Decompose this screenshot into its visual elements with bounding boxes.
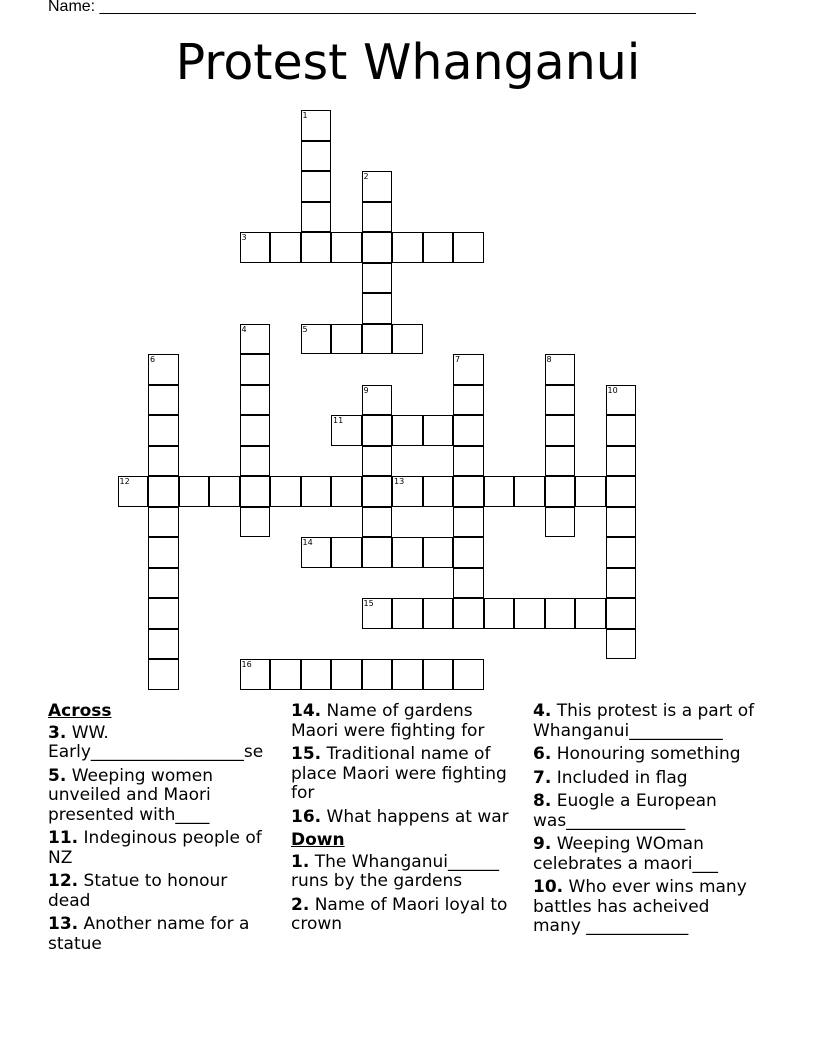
grid-cell[interactable]	[545, 446, 576, 477]
clue-number: 2.	[291, 894, 310, 915]
grid-cell[interactable]	[453, 385, 484, 416]
grid-cell[interactable]	[423, 415, 454, 446]
grid-cell[interactable]	[240, 446, 271, 477]
clue-text: This protest is a part of Whanganui___________	[533, 701, 755, 741]
clue-number: 9.	[533, 834, 552, 854]
clue-number: 15.	[291, 744, 322, 764]
clue-number: 16.	[291, 806, 322, 827]
grid-cell[interactable]	[453, 354, 484, 385]
grid-cell[interactable]	[423, 232, 454, 263]
grid-cell[interactable]	[331, 537, 362, 568]
clue-number: 10.	[533, 877, 564, 897]
grid-cell[interactable]	[301, 232, 332, 263]
grid-cell[interactable]	[331, 659, 362, 690]
grid-cell[interactable]	[545, 598, 576, 629]
clue-text: The Whanganui______ runs by the gardens	[291, 851, 499, 891]
grid-cell[interactable]	[575, 598, 606, 629]
clue-text: Traditional name of place Maori were fighting for	[291, 744, 507, 803]
clue-number: 7.	[533, 767, 552, 788]
clue-text: Another name for a statue	[48, 914, 250, 954]
clue-text: WW. Early__________________se	[48, 722, 264, 762]
grid-cell-number: 7	[455, 355, 461, 364]
grid-cell[interactable]	[545, 354, 576, 385]
grid-cell[interactable]	[270, 659, 301, 690]
grid-cell[interactable]	[392, 415, 423, 446]
grid-cell[interactable]	[362, 507, 393, 538]
down-clue	[533, 745, 761, 765]
grid-cell-number: 11	[333, 416, 344, 425]
grid-cell[interactable]	[240, 232, 271, 263]
clue-number: 8.	[533, 791, 552, 811]
grid-cell[interactable]	[240, 659, 271, 690]
grid-cell[interactable]	[453, 415, 484, 446]
grid-cell[interactable]	[514, 476, 545, 507]
grid-cell[interactable]	[484, 476, 515, 507]
grid-cell[interactable]	[362, 598, 393, 629]
grid-cell[interactable]	[240, 507, 271, 538]
grid-cell[interactable]	[362, 476, 393, 507]
across-clue	[48, 767, 270, 826]
grid-cell[interactable]	[301, 110, 332, 141]
grid-cell[interactable]	[270, 232, 301, 263]
grid-cell[interactable]	[453, 476, 484, 507]
clue-number: 4.	[533, 701, 552, 721]
grid-cell[interactable]	[362, 202, 393, 233]
grid-cell-number: 9	[363, 385, 369, 395]
down-heading: Down	[291, 830, 345, 850]
grid-cell[interactable]	[270, 476, 301, 507]
grid-cell-number: 15	[363, 599, 374, 608]
across-clue	[48, 724, 270, 763]
grid-cell[interactable]	[362, 324, 393, 355]
grid-cell-number: 16	[241, 660, 252, 669]
grid-cell[interactable]	[240, 324, 271, 355]
grid-cell[interactable]	[453, 232, 484, 263]
grid-cell[interactable]	[423, 659, 454, 690]
grid-cell[interactable]	[362, 415, 393, 446]
grid-cell[interactable]	[423, 537, 454, 568]
grid-cell[interactable]	[423, 476, 454, 507]
grid-cell[interactable]	[606, 446, 637, 477]
across-heading: Across	[48, 701, 112, 721]
grid-cell[interactable]	[148, 537, 179, 568]
grid-cell[interactable]	[514, 598, 545, 629]
grid-cell[interactable]	[392, 598, 423, 629]
grid-cell[interactable]	[545, 507, 576, 538]
grid-cell[interactable]	[606, 537, 637, 568]
clue-text: Weeping women unveiled and Maori presented with____	[48, 765, 214, 825]
clue-text: Name of Maori loyal to crown	[291, 894, 508, 934]
grid-cell[interactable]	[240, 385, 271, 416]
down-clue	[533, 878, 761, 937]
down-clue	[533, 702, 761, 741]
clue-text: Name of gardens Maori were fighting for	[291, 701, 485, 741]
down-clue	[533, 835, 761, 874]
grid-cell[interactable]	[240, 415, 271, 446]
grid-cell[interactable]	[362, 171, 393, 202]
grid-cell[interactable]	[453, 446, 484, 477]
grid-cell[interactable]	[362, 263, 393, 294]
grid-cell-number: 1	[302, 111, 308, 120]
grid-cell[interactable]	[301, 324, 332, 355]
grid-cell[interactable]	[545, 476, 576, 507]
grid-cell[interactable]	[606, 507, 637, 538]
clue-text: Included in flag	[556, 767, 688, 788]
grid-cell[interactable]	[240, 354, 271, 385]
clues-column-1	[48, 702, 270, 958]
down-clue	[291, 896, 523, 935]
grid-cell[interactable]	[148, 568, 179, 599]
grid-cell[interactable]	[240, 476, 271, 507]
grid-cell-number: 12	[119, 477, 130, 486]
clue-number: 13.	[48, 914, 79, 934]
grid-cell[interactable]	[148, 415, 179, 446]
page-title: Protest Whanganui	[175, 34, 641, 91]
grid-cell-number: 6	[150, 355, 156, 364]
grid-cell[interactable]	[392, 232, 423, 263]
grid-cell-number: 3	[241, 233, 247, 242]
grid-cell[interactable]	[148, 598, 179, 629]
grid-cell[interactable]	[301, 202, 332, 233]
grid-cell[interactable]	[179, 476, 210, 507]
across-clue	[291, 702, 523, 741]
grid-cell[interactable]	[606, 385, 637, 416]
grid-cell-number: 2	[363, 172, 369, 181]
down-clue	[533, 792, 761, 831]
grid-cell[interactable]	[362, 659, 393, 690]
grid-cell[interactable]	[392, 324, 423, 355]
grid-cell[interactable]	[331, 324, 362, 355]
across-clue	[48, 872, 270, 911]
clue-number: 11.	[48, 828, 79, 848]
grid-cell[interactable]	[148, 659, 179, 690]
grid-cell[interactable]	[606, 476, 637, 507]
grid-cell-number: 8	[546, 355, 552, 364]
grid-cell[interactable]	[606, 568, 637, 599]
grid-cell[interactable]	[606, 598, 637, 629]
grid-cell[interactable]	[148, 385, 179, 416]
grid-cell-number: 13	[394, 477, 405, 486]
grid-cell[interactable]	[362, 537, 393, 568]
grid-cell[interactable]	[362, 446, 393, 477]
clue-number: 6.	[533, 744, 552, 764]
grid-cell[interactable]	[392, 476, 423, 507]
grid-cell[interactable]	[453, 537, 484, 568]
grid-cell[interactable]	[453, 568, 484, 599]
grid-cell[interactable]	[301, 171, 332, 202]
down-clue	[533, 769, 761, 789]
grid-cell[interactable]	[148, 476, 179, 507]
grid-cell[interactable]	[606, 415, 637, 446]
grid-cell[interactable]	[148, 446, 179, 477]
clue-text: Weeping WOman celebrates a maori___	[533, 834, 718, 874]
grid-cell[interactable]	[575, 476, 606, 507]
clue-text: Who ever wins many battles has acheived many ____________	[533, 877, 747, 936]
clue-text: Honouring something	[556, 744, 741, 764]
grid-cell[interactable]	[148, 507, 179, 538]
clues-column-3	[533, 702, 761, 941]
grid-cell[interactable]	[453, 507, 484, 538]
across-clue	[291, 745, 523, 804]
clue-number: 12.	[48, 871, 79, 891]
across-clue	[48, 915, 270, 954]
grid-cell[interactable]	[331, 232, 362, 263]
clue-text: Statue to honour dead	[48, 871, 228, 911]
grid-cell[interactable]	[331, 415, 362, 446]
clue-number: 3.	[48, 722, 67, 743]
grid-cell[interactable]	[392, 537, 423, 568]
grid-cell[interactable]	[362, 293, 393, 324]
grid-cell[interactable]	[118, 476, 149, 507]
clues-column-2	[291, 702, 523, 939]
grid-cell-number: 5	[302, 324, 308, 334]
clue-number: 1.	[291, 851, 310, 872]
grid-cell[interactable]	[148, 354, 179, 385]
grid-cell[interactable]	[301, 537, 332, 568]
grid-cell[interactable]	[148, 629, 179, 660]
clue-text: What happens at war	[326, 806, 509, 827]
grid-cell[interactable]	[331, 476, 362, 507]
name-field-label: Name: ___________________________________________________________________	[48, 0, 696, 15]
grid-cell[interactable]	[392, 659, 423, 690]
grid-cell[interactable]	[362, 232, 393, 263]
grid-cell[interactable]	[606, 629, 637, 660]
grid-cell[interactable]	[301, 141, 332, 172]
across-clue	[291, 808, 523, 828]
grid-cell[interactable]	[453, 598, 484, 629]
grid-cell[interactable]	[545, 385, 576, 416]
across-clue	[48, 829, 270, 868]
down-clue	[291, 853, 523, 892]
grid-cell[interactable]	[301, 659, 332, 690]
grid-cell[interactable]	[484, 598, 515, 629]
clue-number: 14.	[291, 701, 322, 721]
grid-cell[interactable]	[453, 659, 484, 690]
grid-cell[interactable]	[209, 476, 240, 507]
clue-text: Euogle a European was______________	[533, 791, 717, 831]
grid-cell-number: 10	[607, 385, 618, 395]
clue-text: Indeginous people of NZ	[48, 828, 262, 868]
grid-cell[interactable]	[423, 598, 454, 629]
grid-cell[interactable]	[545, 415, 576, 446]
clue-number: 5.	[48, 765, 67, 786]
grid-cell-number: 14	[302, 538, 313, 547]
grid-cell[interactable]	[362, 385, 393, 416]
grid-cell-number: 4	[241, 324, 247, 334]
grid-cell[interactable]	[301, 476, 332, 507]
